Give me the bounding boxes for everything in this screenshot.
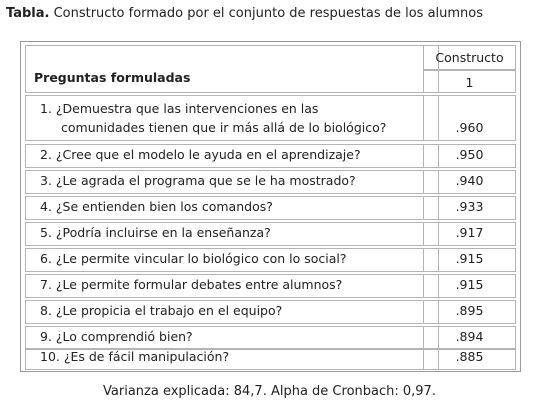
- table-footer-note: Varianza explicada: 84,7. Alpha de Cronbach: 0,97.: [103, 384, 436, 399]
- value-cell: [423, 248, 516, 272]
- table-caption: [6, 6, 483, 21]
- loading-value: .915: [455, 277, 484, 292]
- table-row: [25, 196, 439, 220]
- header-construct-number: 1: [465, 75, 474, 90]
- loading-value: .940: [455, 173, 484, 188]
- header-construct-number-cell: [423, 70, 516, 93]
- value-cell: [423, 300, 516, 324]
- loading-value: .885: [455, 349, 484, 364]
- table-row: [25, 300, 439, 324]
- loading-value: .915: [455, 251, 484, 266]
- loading-value: .895: [455, 303, 484, 318]
- question-text: 6. ¿Le permite vincular lo biológico con lo social?: [40, 251, 347, 266]
- question-text: 9. ¿Lo comprendió bien?: [40, 329, 193, 344]
- value-cell: [423, 144, 516, 168]
- question-text: 8. ¿Le propicia el trabajo en el equipo?: [40, 303, 283, 318]
- table-row: [25, 222, 439, 246]
- loading-value: .917: [455, 225, 484, 240]
- table-row: [25, 95, 439, 141]
- loading-value: .950: [455, 147, 484, 162]
- results-table: [20, 41, 521, 372]
- caption-text: Constructo formado por el conjunto de respuestas de los alumnos: [49, 6, 484, 21]
- value-cell: [423, 348, 516, 370]
- table-row: [25, 248, 439, 272]
- table-row: [25, 144, 439, 168]
- value-cell: [423, 196, 516, 220]
- question-text: 7. ¿Le permite formular debates entre alumnos?: [40, 277, 343, 292]
- question-text: 4. ¿Se entienden bien los comandos?: [40, 199, 273, 214]
- value-cell: [423, 95, 516, 141]
- question-text: 10. ¿Es de fácil manipulación?: [40, 349, 230, 364]
- question-text-line1: 1. ¿Demuestra que las intervenciones en las: [40, 101, 319, 116]
- header-construct-cell: [423, 45, 516, 70]
- value-cell: [423, 222, 516, 246]
- loading-value: .960: [455, 120, 484, 135]
- caption-label: Tabla.: [6, 6, 50, 21]
- value-cell: [423, 170, 516, 194]
- question-text-line2: comunidades tienen que ir más allá de lo biológico?: [61, 120, 387, 135]
- header-questions-label: Preguntas formuladas: [34, 70, 191, 85]
- table-row: [25, 170, 439, 194]
- loading-value: .894: [455, 329, 484, 344]
- table-row: [25, 274, 439, 298]
- question-text: 2. ¿Cree que el modelo le ayuda en el aprendizaje?: [40, 147, 361, 162]
- question-text: 5. ¿Podría incluirse en la enseñanza?: [40, 225, 271, 240]
- value-cell: [423, 274, 516, 298]
- header-questions-cell: [25, 45, 439, 93]
- table-row: [25, 348, 439, 370]
- loading-value: .933: [455, 199, 484, 214]
- header-construct-label: Constructo: [435, 50, 504, 65]
- question-text: 3. ¿Le agrada el programa que se le ha mostrado?: [40, 173, 356, 188]
